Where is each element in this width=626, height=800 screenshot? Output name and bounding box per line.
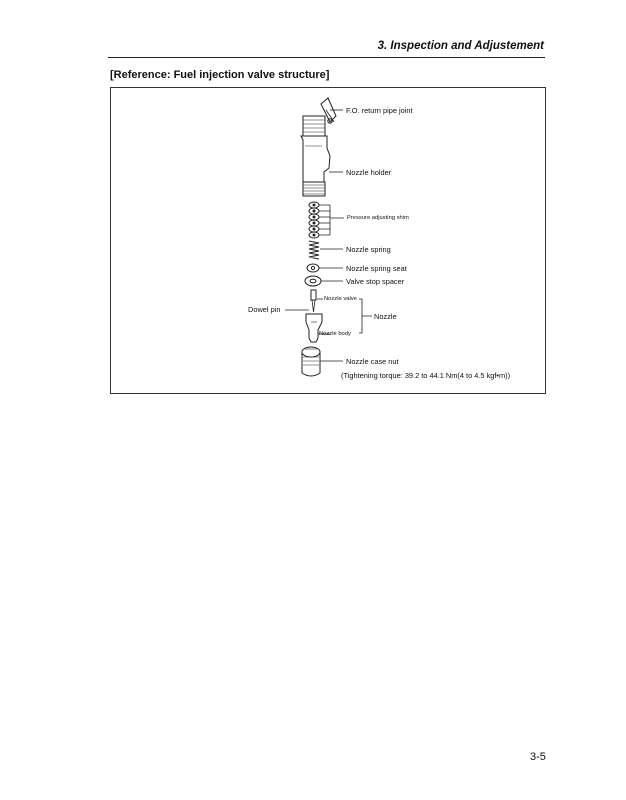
leader-shim-bracket	[319, 205, 344, 235]
page-number: 3-5	[530, 751, 546, 763]
label-nozzle-spring: Nozzle spring	[346, 245, 391, 254]
label-nozzle-spring-seat: Nozzle spring seat	[346, 264, 407, 273]
label-nozzle-holder: Nozzle holder	[346, 168, 392, 177]
label-nozzle-case-nut: Nozzle case nut	[346, 357, 399, 366]
nozzle-holder-part	[301, 136, 330, 196]
running-header-title: 3. Inspection and Adjustement	[377, 40, 544, 52]
label-nozzle-body: Nozzle body	[319, 331, 351, 337]
label-pressure-adjusting-shim: Pressure adjusting shim	[347, 215, 409, 221]
pressure-adjusting-shim-part	[309, 202, 319, 238]
leader-nozzle-bracket	[359, 299, 372, 333]
nozzle-case-nut-part	[302, 347, 320, 376]
label-valve-stop-spacer: Valve stop spacer	[346, 277, 405, 286]
label-nozzle: Nozzle	[374, 312, 397, 321]
nozzle-spring-part	[309, 241, 319, 259]
holder-top-thread-part	[303, 116, 325, 136]
nozzle-spring-seat-part	[307, 264, 319, 272]
section-heading: [Reference: Fuel injection valve structure]	[110, 69, 330, 81]
return-pipe-part	[321, 98, 336, 123]
label-nozzle-valve: Nozzle valve	[324, 296, 357, 302]
label-dowel-pin: Dowel pin	[248, 305, 281, 314]
valve-stop-spacer-part	[305, 276, 321, 286]
nozzle-valve-part	[311, 290, 316, 312]
label-fo-return-pipe-joint: F.O. return pipe joint	[346, 106, 413, 115]
label-tightening-torque: (Tightening torque: 39.2 to 44.1 Nm(4 to 4.5 kgf•m))	[341, 371, 511, 380]
